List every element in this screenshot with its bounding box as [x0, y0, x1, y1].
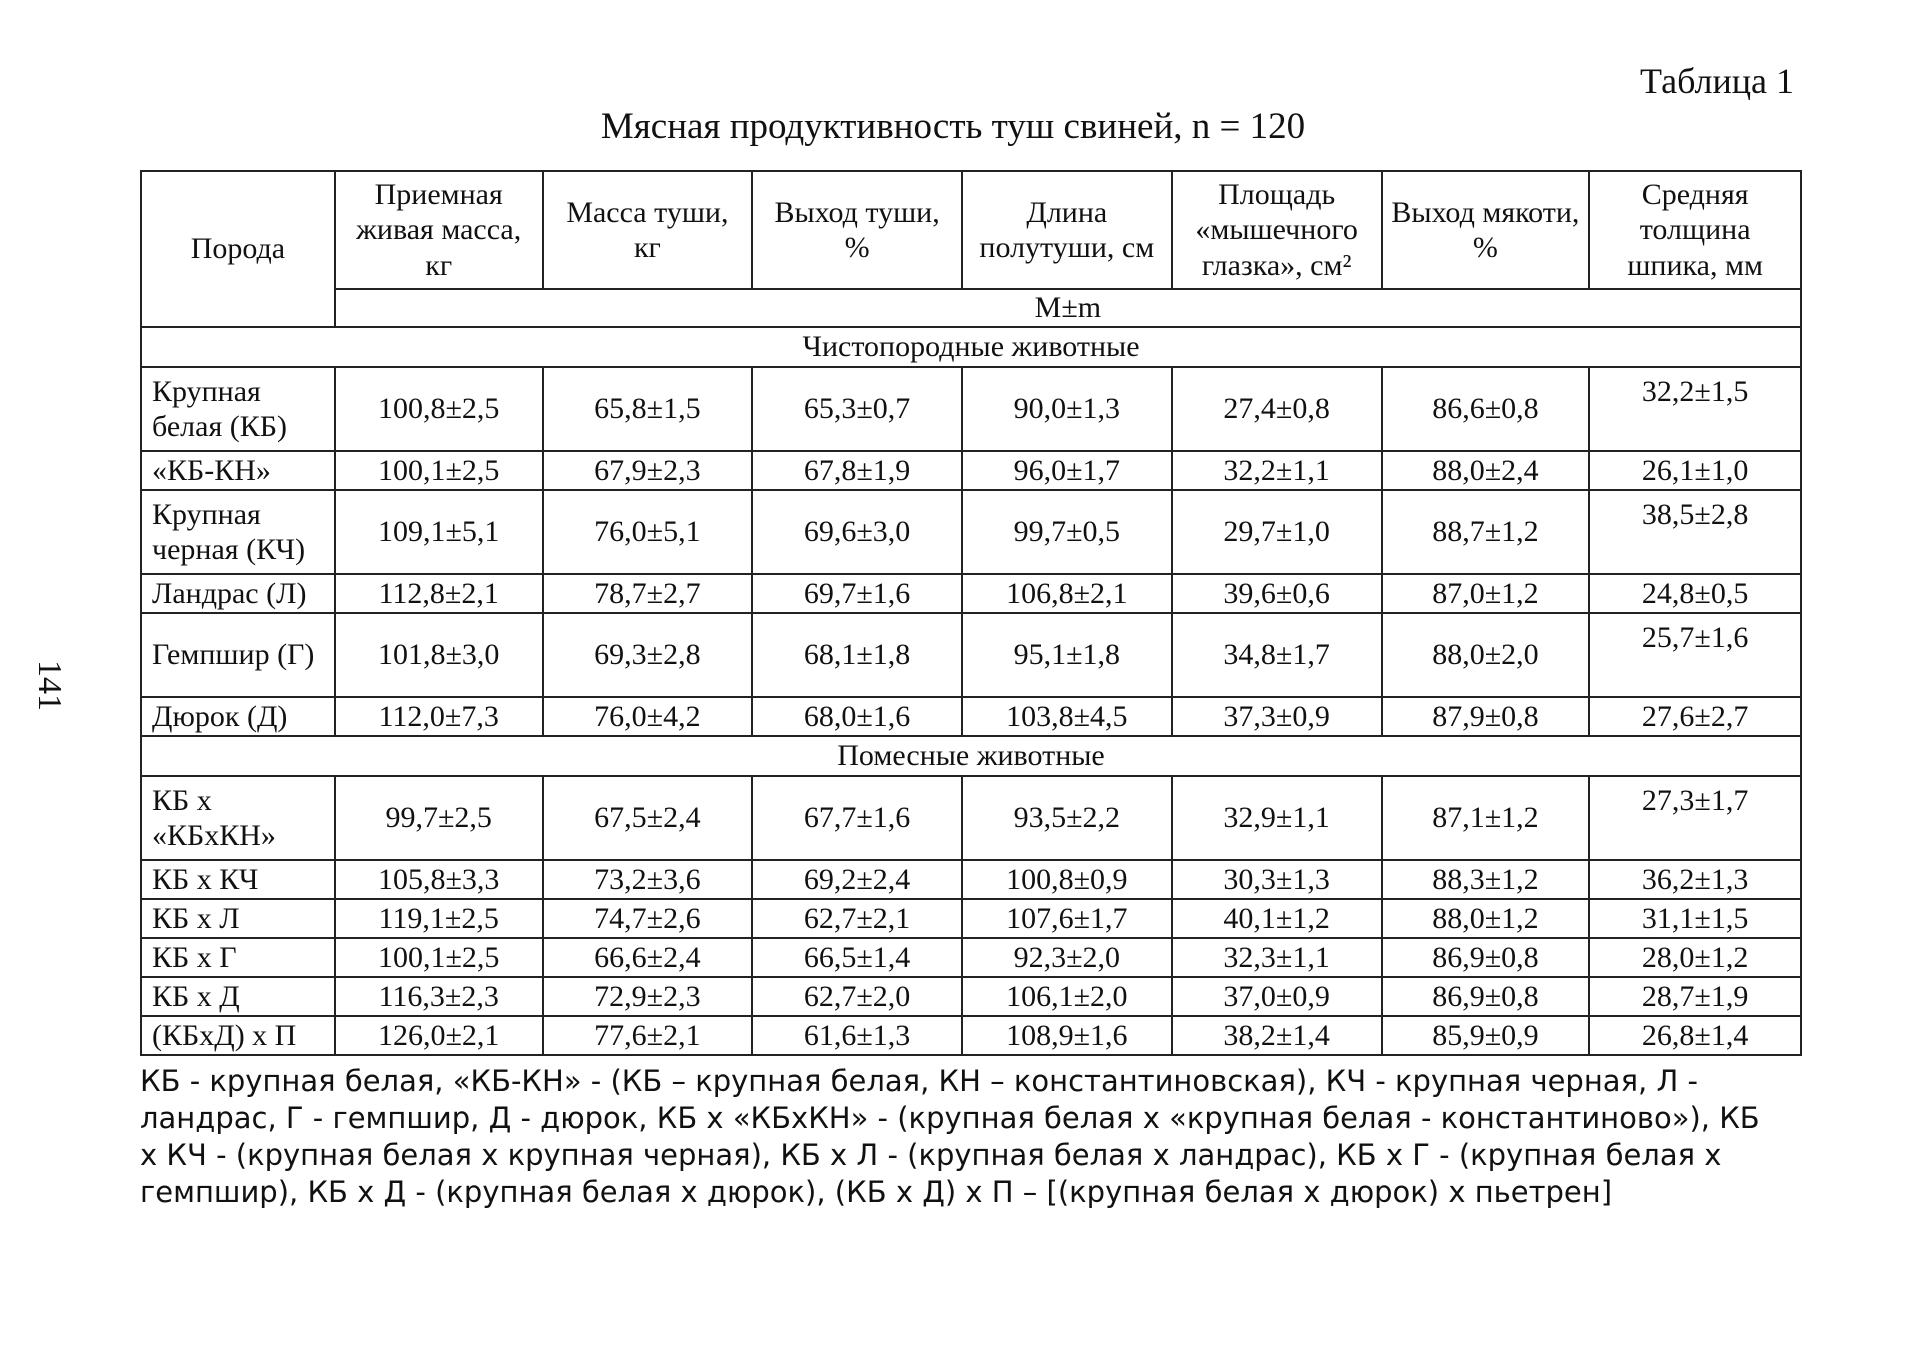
breed-cell: КБ х «КБхКН»: [141, 776, 335, 860]
productivity-table: [140, 170, 1802, 1056]
fat-thickness-cell: 26,8±1,4: [1589, 1016, 1801, 1055]
meat-yield-cell: 86,6±0,8: [1382, 367, 1590, 451]
live-weight-cell: 100,1±2,5: [335, 938, 543, 977]
table-row: [141, 899, 1801, 938]
eye-area-cell: 30,3±1,3: [1172, 860, 1382, 899]
stat-label: M±m: [335, 289, 1801, 327]
eye-area-cell: 38,2±1,4: [1172, 1016, 1382, 1055]
meat-yield-cell: 88,0±1,2: [1382, 899, 1590, 938]
eye-area-cell: 29,7±1,0: [1172, 490, 1382, 574]
table-row: [141, 490, 1801, 574]
fat-thickness-cell: 26,1±1,0: [1589, 451, 1801, 490]
carcass-mass-cell: 66,6±2,4: [543, 938, 753, 977]
carcass-yield-cell: 67,7±1,6: [752, 776, 962, 860]
meat-yield-cell: 87,1±1,2: [1382, 776, 1590, 860]
live-weight-cell: 112,0±7,3: [335, 697, 543, 736]
header-half-length: Длина полутуши, см: [962, 171, 1172, 289]
fat-thickness-cell: 28,0±1,2: [1589, 938, 1801, 977]
half-length-cell: 93,5±2,2: [962, 776, 1172, 860]
fat-thickness-cell: 31,1±1,5: [1589, 899, 1801, 938]
eye-area-cell: 32,3±1,1: [1172, 938, 1382, 977]
table-row: [141, 367, 1801, 451]
meat-yield-cell: 85,9±0,9: [1382, 1016, 1590, 1055]
live-weight-cell: 101,8±3,0: [335, 613, 543, 697]
live-weight-cell: 109,1±5,1: [335, 490, 543, 574]
breed-cell: КБ х Г: [141, 938, 335, 977]
half-length-cell: 100,8±0,9: [962, 860, 1172, 899]
meat-yield-cell: 86,9±0,8: [1382, 938, 1590, 977]
breed-cell: Крупная белая (КБ): [141, 367, 335, 451]
section-title: Помесные животные: [141, 736, 1801, 776]
half-length-cell: 95,1±1,8: [962, 613, 1172, 697]
live-weight-cell: 99,7±2,5: [335, 776, 543, 860]
live-weight-cell: 126,0±2,1: [335, 1016, 543, 1055]
carcass-mass-cell: 77,6±2,1: [543, 1016, 753, 1055]
breed-cell: Гемпшир (Г): [141, 613, 335, 697]
fat-thickness-cell: 32,2±1,5: [1589, 367, 1801, 451]
header-fat-thickness: Средняя толщина шпика, мм: [1589, 171, 1801, 289]
table-row: [141, 938, 1801, 977]
breed-cell: КБ х Д: [141, 977, 335, 1016]
carcass-yield-cell: 66,5±1,4: [752, 938, 962, 977]
eye-area-cell: 34,8±1,7: [1172, 613, 1382, 697]
breed-cell: Крупная черная (КЧ): [141, 490, 335, 574]
fat-thickness-cell: 27,6±2,7: [1589, 697, 1801, 736]
table-row: [141, 776, 1801, 860]
fat-thickness-cell: 27,3±1,7: [1589, 776, 1801, 860]
table-row: [141, 697, 1801, 736]
table-title: Мясная продуктивность туш свиней, n = 120: [600, 106, 1306, 147]
meat-yield-cell: 88,3±1,2: [1382, 860, 1590, 899]
fat-thickness-cell: 28,7±1,9: [1589, 977, 1801, 1016]
live-weight-cell: 116,3±2,3: [335, 977, 543, 1016]
abbreviation-legend: КБ - крупная белая, «КБ-КН» - (КБ – крупная белая, КН – константиновская), КЧ - крупная черная, Л - ландрас, Г - гемпшир, Д - дюрок, КБ х «КБхКН» - (крупная белая х «крупная белая - константиново»), КБ х КЧ - (крупная белая х крупная черная), КБ х Л - (крупная белая х ландрас), КБ х Г - (крупная белая х гемпшир), КБ х Д - (крупная белая х дюрок), (КБ х Д) х П – [(крупная белая х дюрок) х пьетрен]: [140, 1064, 1760, 1209]
table-row: [141, 1016, 1801, 1055]
breed-cell: Дюрок (Д): [141, 697, 335, 736]
table-label: Таблица 1: [1640, 61, 1794, 101]
table-row: [141, 613, 1801, 697]
fat-thickness-cell: 25,7±1,6: [1589, 613, 1801, 697]
breed-cell: Ландрас (Л): [141, 574, 335, 613]
header-eye-area: Площадь «мышечного глазка», см²: [1172, 171, 1382, 289]
eye-area-cell: 37,0±0,9: [1172, 977, 1382, 1016]
carcass-mass-cell: 65,8±1,5: [543, 367, 753, 451]
eye-area-cell: 39,6±0,6: [1172, 574, 1382, 613]
eye-area-cell: 32,2±1,1: [1172, 451, 1382, 490]
carcass-mass-cell: 72,9±2,3: [543, 977, 753, 1016]
table-row: [141, 451, 1801, 490]
eye-area-cell: 37,3±0,9: [1172, 697, 1382, 736]
half-length-cell: 106,8±2,1: [962, 574, 1172, 613]
eye-area-cell: 27,4±0,8: [1172, 367, 1382, 451]
half-length-cell: 106,1±2,0: [962, 977, 1172, 1016]
carcass-mass-cell: 76,0±5,1: [543, 490, 753, 574]
breed-cell: КБ х Л: [141, 899, 335, 938]
table-row: [141, 977, 1801, 1016]
half-length-cell: 92,3±2,0: [962, 938, 1172, 977]
carcass-yield-cell: 62,7±2,0: [752, 977, 962, 1016]
carcass-yield-cell: 68,0±1,6: [752, 697, 962, 736]
carcass-mass-cell: 67,5±2,4: [543, 776, 753, 860]
carcass-mass-cell: 74,7±2,6: [543, 899, 753, 938]
header-carcass-mass: Масса туши, кг: [543, 171, 753, 289]
half-length-cell: 99,7±0,5: [962, 490, 1172, 574]
half-length-cell: 107,6±1,7: [962, 899, 1172, 938]
carcass-mass-cell: 73,2±3,6: [543, 860, 753, 899]
breed-cell: КБ х КЧ: [141, 860, 335, 899]
carcass-yield-cell: 69,2±2,4: [752, 860, 962, 899]
carcass-yield-cell: 67,8±1,9: [752, 451, 962, 490]
fat-thickness-cell: 38,5±2,8: [1589, 490, 1801, 574]
header-breed: Порода: [141, 171, 335, 327]
live-weight-cell: 105,8±3,3: [335, 860, 543, 899]
carcass-yield-cell: 62,7±2,1: [752, 899, 962, 938]
page-number: 141: [31, 660, 68, 711]
carcass-yield-cell: 69,6±3,0: [752, 490, 962, 574]
eye-area-cell: 40,1±1,2: [1172, 899, 1382, 938]
eye-area-cell: 32,9±1,1: [1172, 776, 1382, 860]
carcass-mass-cell: 76,0±4,2: [543, 697, 753, 736]
live-weight-cell: 100,8±2,5: [335, 367, 543, 451]
meat-yield-cell: 86,9±0,8: [1382, 977, 1590, 1016]
carcass-yield-cell: 65,3±0,7: [752, 367, 962, 451]
carcass-mass-cell: 69,3±2,8: [543, 613, 753, 697]
live-weight-cell: 119,1±2,5: [335, 899, 543, 938]
live-weight-cell: 112,8±2,1: [335, 574, 543, 613]
header-live-weight: Приемная живая масса, кг: [335, 171, 543, 289]
breed-cell: «КБ-КН»: [141, 451, 335, 490]
table-row: [141, 860, 1801, 899]
half-length-cell: 108,9±1,6: [962, 1016, 1172, 1055]
fat-thickness-cell: 24,8±0,5: [1589, 574, 1801, 613]
half-length-cell: 103,8±4,5: [962, 697, 1172, 736]
meat-yield-cell: 87,9±0,8: [1382, 697, 1590, 736]
fat-thickness-cell: 36,2±1,3: [1589, 860, 1801, 899]
carcass-yield-cell: 68,1±1,8: [752, 613, 962, 697]
header-meat-yield: Выход мякоти, %: [1382, 171, 1590, 289]
header-carcass-yield: Выход туши, %: [752, 171, 962, 289]
meat-yield-cell: 88,0±2,0: [1382, 613, 1590, 697]
table-row: [141, 574, 1801, 613]
live-weight-cell: 100,1±2,5: [335, 451, 543, 490]
carcass-yield-cell: 69,7±1,6: [752, 574, 962, 613]
meat-yield-cell: 88,0±2,4: [1382, 451, 1590, 490]
meat-yield-cell: 88,7±1,2: [1382, 490, 1590, 574]
carcass-mass-cell: 78,7±2,7: [543, 574, 753, 613]
carcass-yield-cell: 61,6±1,3: [752, 1016, 962, 1055]
half-length-cell: 96,0±1,7: [962, 451, 1172, 490]
carcass-mass-cell: 67,9±2,3: [543, 451, 753, 490]
section-title: Чистопородные животные: [141, 327, 1801, 367]
meat-yield-cell: 87,0±1,2: [1382, 574, 1590, 613]
breed-cell: (КБхД) х П: [141, 1016, 335, 1055]
half-length-cell: 90,0±1,3: [962, 367, 1172, 451]
